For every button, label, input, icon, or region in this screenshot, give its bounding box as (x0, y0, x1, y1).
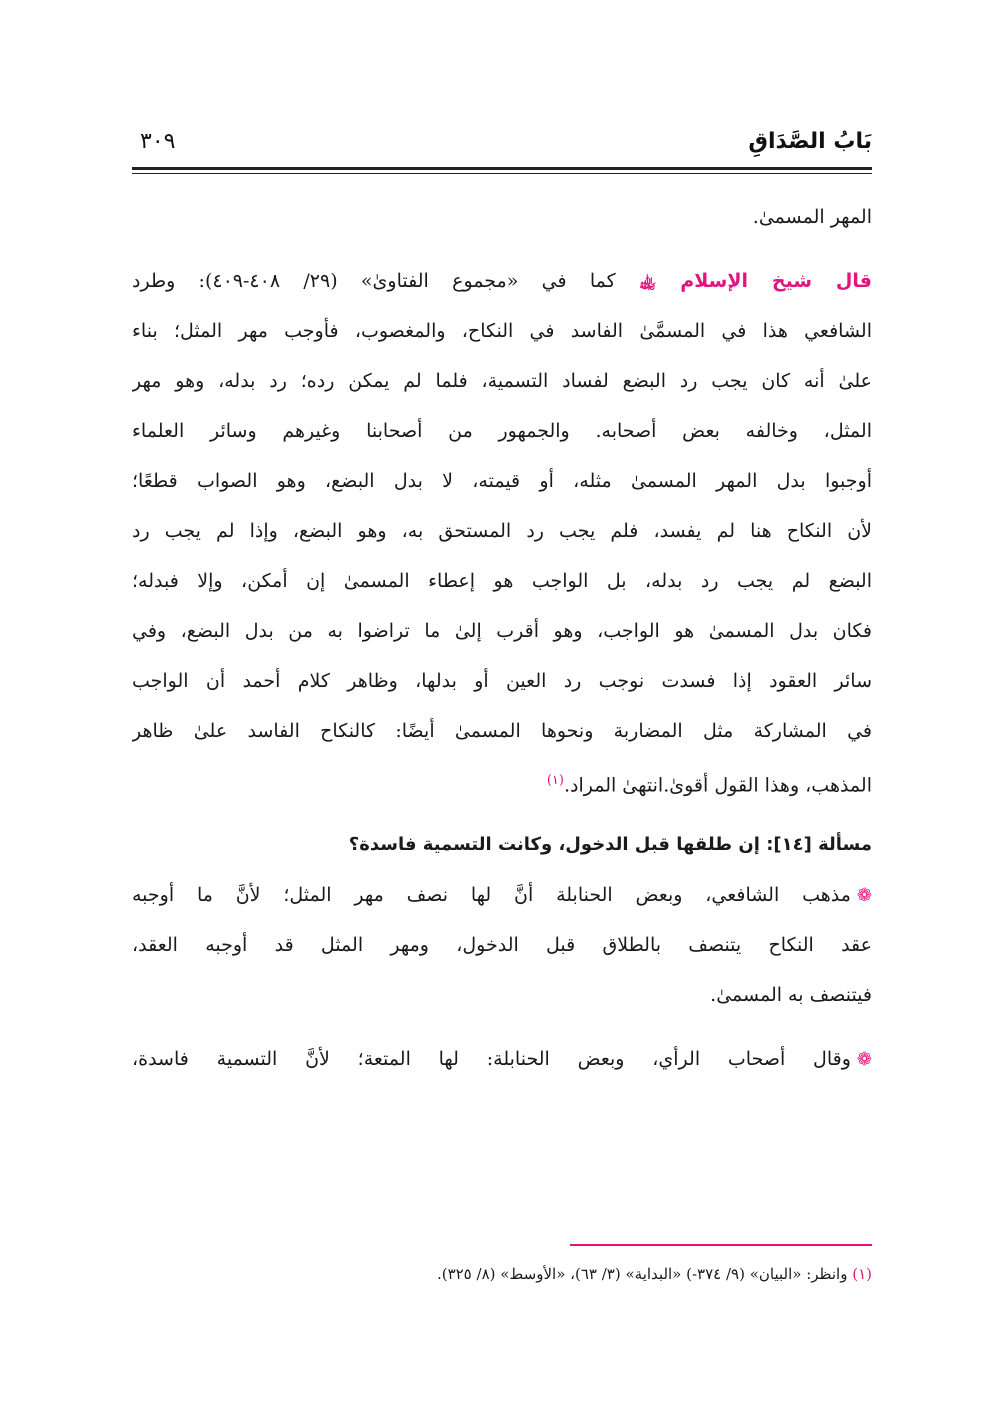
text-line: الشافعي هذا في المسمَّىٰ الفاسد في النكاح، والمغصوب، فأوجب مهر المثل؛ بناء (132, 320, 872, 342)
flower-bullet-icon: ❁ (856, 1049, 872, 1070)
page-header (132, 126, 872, 166)
flower-bullet-icon: ❁ (856, 885, 872, 906)
text-line: فكان بدل المسمىٰ هو الواجب، وهو أقرب إلىٰ ما تراضوا به من بدل البضع، وفي (132, 620, 872, 642)
text-line (132, 756, 872, 806)
footnote-reference[interactable]: (١) (546, 773, 564, 788)
sheikh-attribution: قال شيخ الإسلام ﵀ (639, 270, 872, 292)
text-line: سائر العقود إذا فسدت نوجب رد العين أو بدلها، وظاهر كلام أحمد أن الواجب (132, 670, 872, 692)
footnote (132, 1262, 872, 1286)
text-line: المثل، وخالفه بعض أصحابه. والجمهور من أصحابنا وغيرهم وسائر العلماء (132, 420, 872, 442)
text-line (132, 256, 872, 306)
footnote-separator (570, 1244, 872, 1246)
paragraph-gap (132, 806, 872, 820)
footnote-text: وانظر: «البيان» (٩/ ٣٧٤-) «البداية» (٣/ ٦٣)، «الأوسط» (٨/ ٣٢٥). (436, 1265, 853, 1283)
text-line: علىٰ أنه كان يجب رد البضع لفساد التسمية، فلما لم يمكن رده؛ رد بدله، وهو مهر (132, 370, 872, 392)
text-line (132, 1034, 872, 1084)
text-line: في المشاركة مثل المضاربة ونحوها المسمىٰ أيضًا: كالنكاح الفاسد علىٰ ظاهر (132, 720, 872, 742)
paragraph-gap (132, 1020, 872, 1034)
text-line: المهر المسمىٰ. (752, 206, 872, 228)
page-number: ٣٠٩ (140, 129, 176, 154)
footnote-number: (١) (852, 1265, 872, 1283)
paragraph-gap (132, 242, 872, 256)
header-rule-thin (132, 173, 872, 174)
text-line: أوجبوا بدل المهر المسمىٰ مثله، أو قيمته، لا بدل البضع، وهو الصواب قطعًا؛ (132, 470, 872, 492)
text-line-rest: كما في «مجموع الفتاوىٰ» (٢٩/ ٤٠٨-٤٠٩): وطرد (132, 270, 640, 292)
text-line: عقد النكاح يتنصف بالطلاق قبل الدخول، ومهر المثل قد أوجبه العقد، (132, 934, 872, 956)
text-line-content: وقال أصحاب الرأي، وبعض الحنابلة: لها المتعة؛ لأنَّ التسمية فاسدة، (132, 1048, 851, 1070)
text-line: فيتنصف به المسمىٰ. (710, 984, 872, 1006)
issue-heading: مسألة [١٤]: إن طلقها قبل الدخول، وكانت التسمية فاسدة؟ (348, 834, 872, 855)
text-line-content: المذهب، وهذا القول أقوىٰ.انتهىٰ المراد. (563, 774, 872, 797)
text-line (132, 870, 872, 920)
text-line-content: مذهب الشافعي، وبعض الحنابلة أنَّ لها نصف مهر المثل؛ لأنَّ ما أوجبه (132, 884, 851, 906)
main-text (132, 192, 872, 1084)
text-line: لأن النكاح هنا لم يفسد، فلم يجب رد المستحق به، وهو البضع، وإذا لم يجب رد (132, 520, 872, 542)
text-line: البضع لم يجب رد بدله، بل الواجب هو إعطاء المسمىٰ إن أمكن، وإلا فبدله؛ (132, 570, 872, 592)
header-rule-thick (132, 167, 872, 170)
chapter-title: بَابُ الصَّدَاقِ (748, 129, 872, 154)
